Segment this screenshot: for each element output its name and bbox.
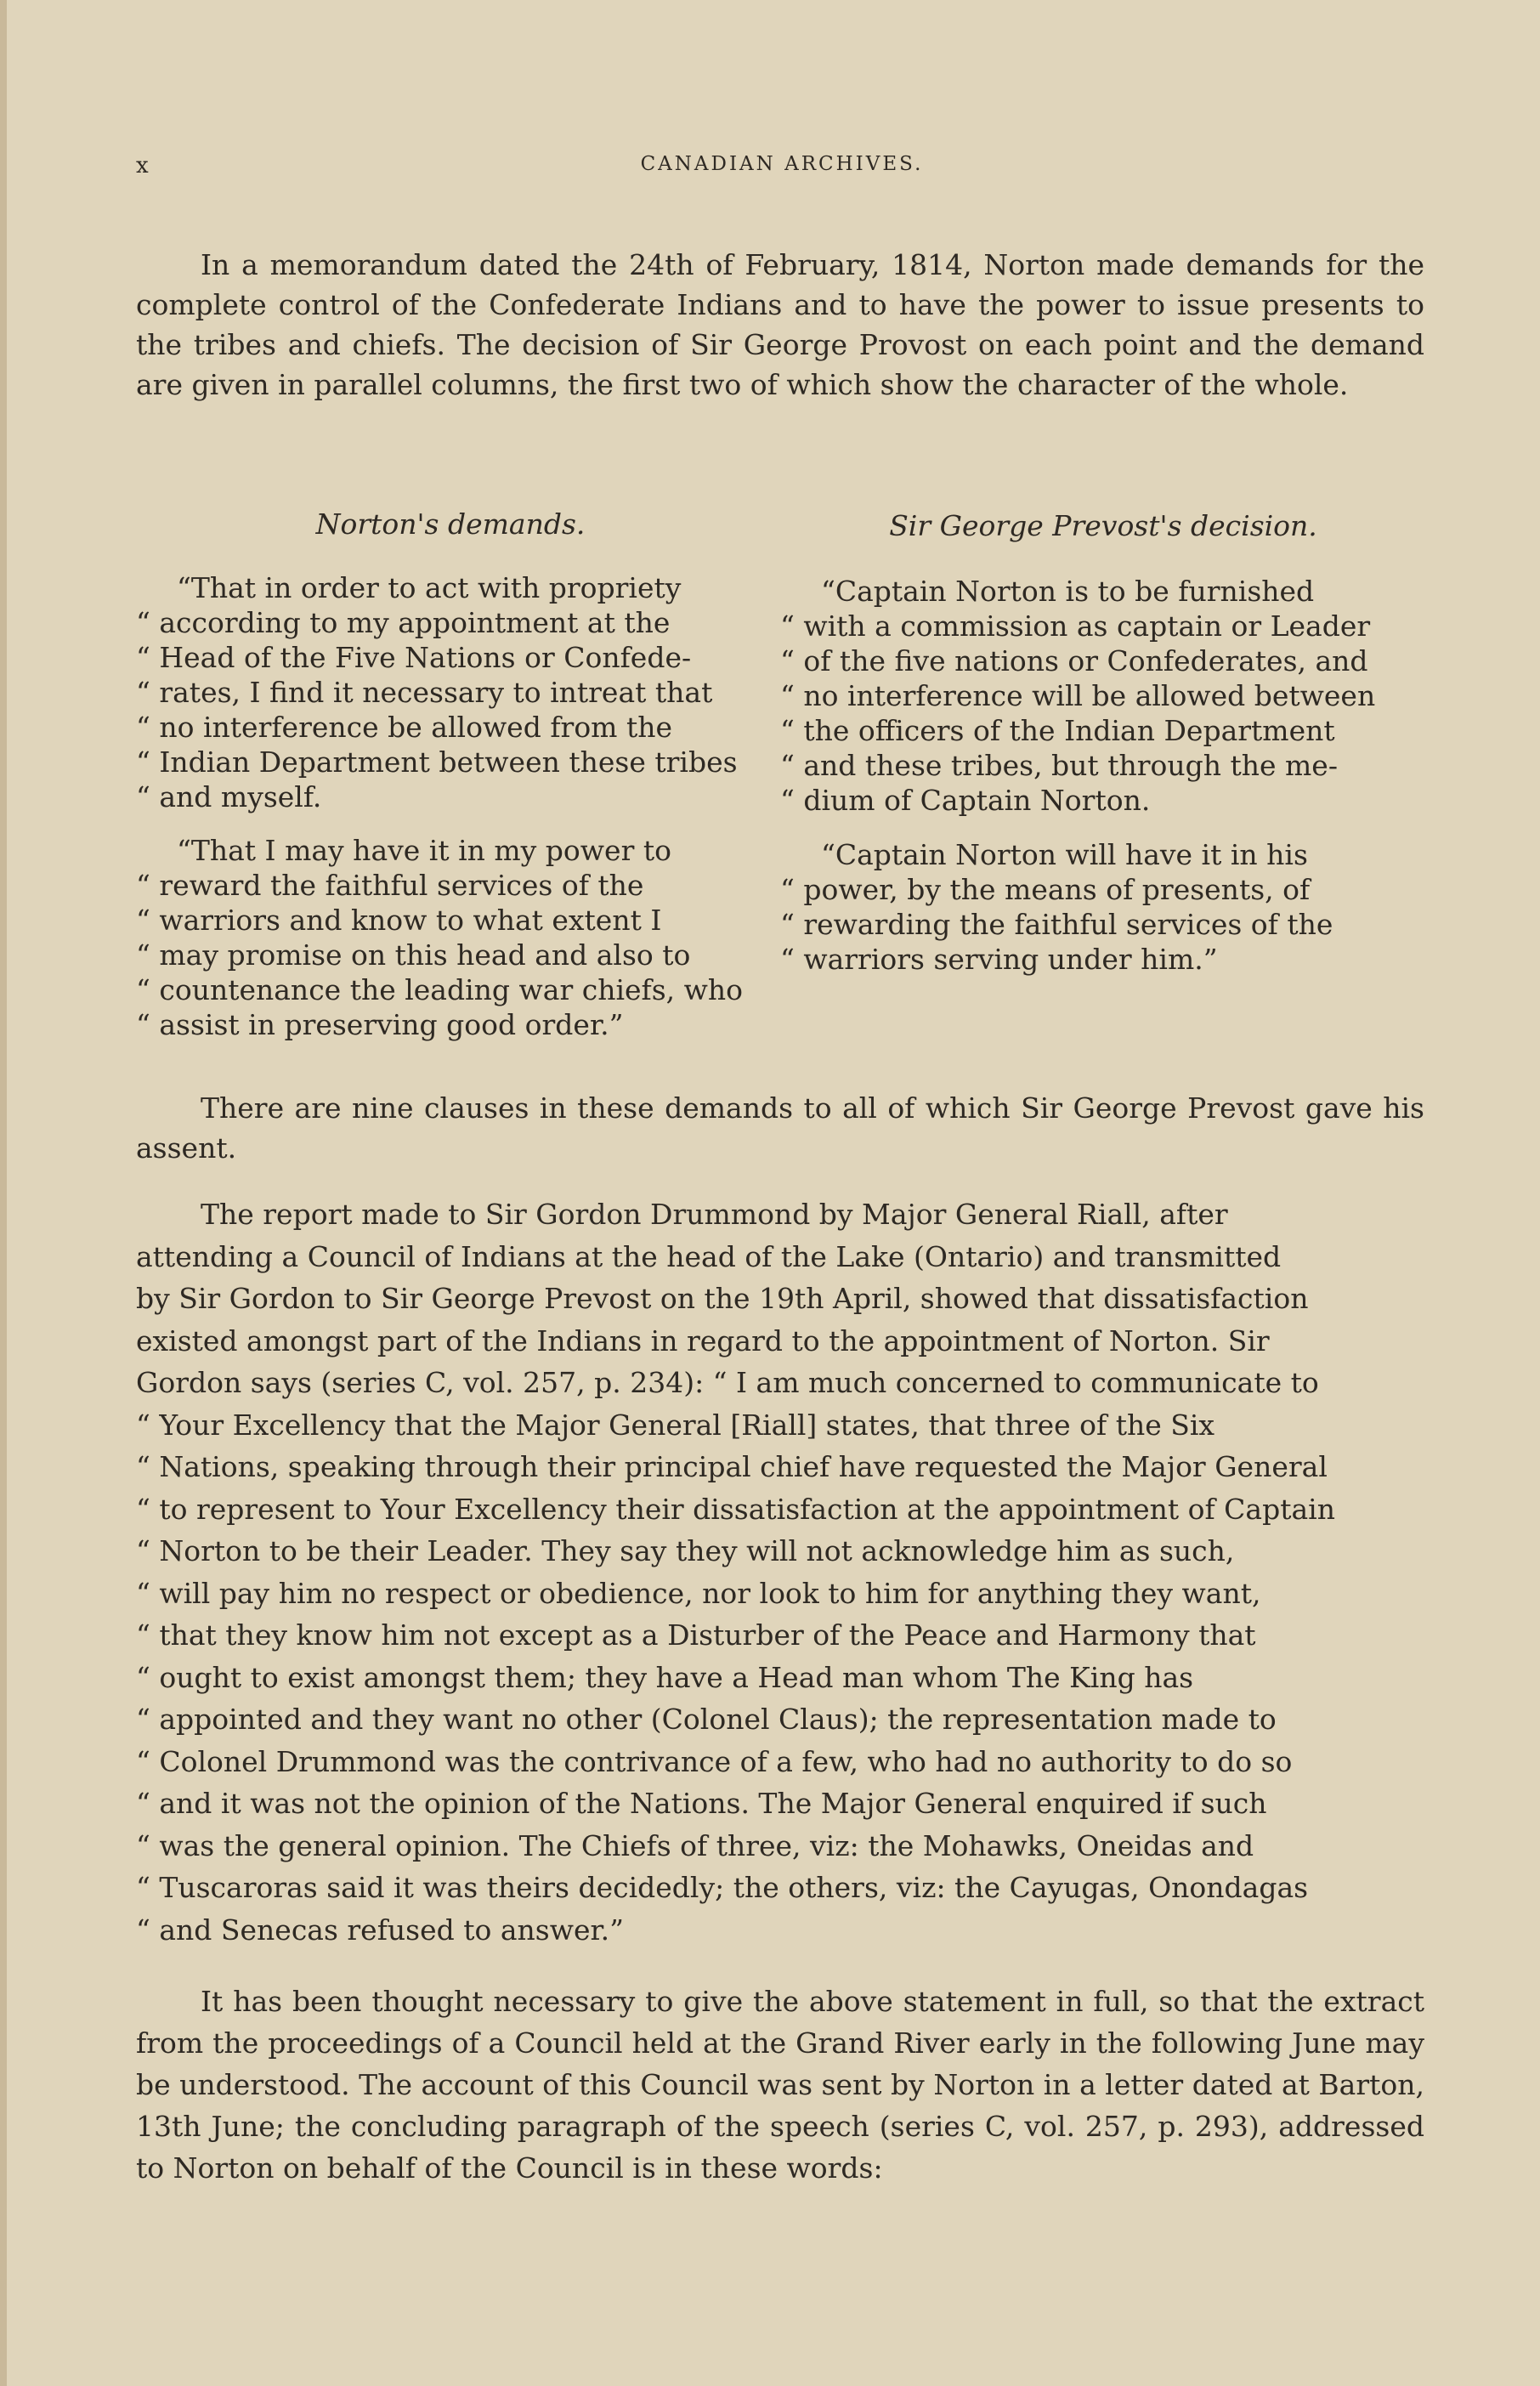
- right-line: “ of the five nations or Confederates, and: [780, 644, 1368, 677]
- right-line: “ with a commission as captain or Leader: [780, 609, 1371, 643]
- report-line: “ was the general opinion. The Chiefs of three, viz: the Mohawks, Oneidas and: [136, 1828, 1254, 1862]
- report-line: “ that they know him not except as a Disturber of the Peace and Harmony that: [136, 1618, 1256, 1652]
- report-line: “ and it was not the opinion of the Nations. The Major General enquired if such: [136, 1787, 1267, 1820]
- report-line: “ Colonel Drummond was the contrivance of a few, who had no authority to do so: [136, 1744, 1293, 1778]
- right-line: “ power, by the means of presents, of: [780, 873, 1311, 906]
- report-line: attending a Council of Indians at the head of the Lake (Ontario) and transmitted: [136, 1239, 1282, 1273]
- report-line: existed amongst part of the Indians in regard to the appointment of Norton. Sir: [136, 1323, 1270, 1357]
- running-head: [136, 153, 1428, 190]
- left-line: “ countenance the leading war chiefs, who: [136, 973, 744, 1006]
- report-line: “ ought to exist amongst them; they have a Head man whom The King has: [136, 1660, 1194, 1694]
- left-line: “ rates, I find it necessary to intreat that: [136, 676, 713, 709]
- report-line: “ Norton to be their Leader. They say they will not acknowledge him as such,: [136, 1534, 1235, 1567]
- report-line: by Sir Gordon to Sir George Prevost on the 19th April, showed that dissatisfaction: [136, 1282, 1309, 1315]
- right-line: “ rewarding the faithful services of the: [780, 908, 1333, 941]
- left-line: “ according to my appointment at the: [136, 606, 671, 639]
- right-line: “Captain Norton is to be furnished: [821, 575, 1315, 608]
- left-line: “ and myself.: [136, 780, 322, 813]
- left-line: “ no interference be allowed from the: [136, 711, 673, 744]
- right-line: “Captain Norton will have it in his: [821, 838, 1308, 871]
- right-column-block-2: [780, 837, 1424, 977]
- paragraph-intro: In a memorandum dated the 24th of February, 1814, Norton made demands for the complete control of the Confederate Indians and to have the power to issue presents to the tribes and chiefs. The decision of Sir George Provost on each point and the demand are given in parallel columns, the first two of which show the character of the whole.: [136, 248, 1424, 401]
- left-column-block-1: [136, 570, 765, 814]
- right-line: “ warriors serving under him.”: [780, 943, 1218, 976]
- right-line: “ and these tribes, but through the me-: [780, 749, 1338, 782]
- left-column-block-2: [136, 833, 765, 1042]
- report-line: “ and Senecas refused to answer.”: [136, 1913, 625, 1947]
- left-line: “ reward the faithful services of the: [136, 869, 644, 902]
- report-line: The report made to Sir Gordon Drummond by Major General Riall, after: [201, 1198, 1228, 1231]
- page-number: x: [136, 153, 150, 179]
- report-line: “ appointed and they want no other (Colonel Claus); the representation made to: [136, 1703, 1277, 1736]
- right-column-heading: Sir George Prevost's decision.: [889, 509, 1317, 542]
- report-line: “ Nations, speaking through their principal chief have requested the Major General: [136, 1450, 1328, 1483]
- report-line: “ will pay him no respect or obedience, nor look to him for anything they want,: [136, 1576, 1261, 1610]
- paragraph-council: It has been thought necessary to give the above statement in full, so that the extract from the proceedings of a Council held at the Grand River early in the following June may be understood. The account of this Council was sent by Norton in a letter dated at Barton, 13th June; the concluding paragraph of the speech (series C, vol. 257, p. 293), addressed to Norton on behalf of the Council is in these words:: [136, 1985, 1424, 2185]
- left-line: “ Head of the Five Nations or Confede-: [136, 641, 692, 674]
- report-line: Gordon says (series C, vol. 257, p. 234): “ I am much concerned to communicate to: [136, 1366, 1319, 1399]
- paragraph-report: [136, 1193, 1428, 1951]
- left-line: “ may promise on this head and also to: [136, 938, 691, 972]
- left-column-heading: Norton's demands.: [315, 507, 586, 541]
- left-line: “That I may have it in my power to: [177, 834, 671, 867]
- left-line: “ Indian Department between these tribes: [136, 745, 738, 779]
- left-line: “That in order to act with propriety: [177, 571, 682, 604]
- left-line: “ assist in preserving good order.”: [136, 1008, 624, 1041]
- page-edge: [0, 0, 7, 2386]
- right-column-block-1: [780, 574, 1424, 818]
- right-line: “ dium of Captain Norton.: [780, 784, 1151, 817]
- report-line: “ Tuscaroras said it was theirs decidedly; the others, viz: the Cayugas, Onondagas: [136, 1871, 1309, 1904]
- running-title: CANADIAN ARCHIVES.: [640, 153, 924, 175]
- paragraph-assent: There are nine clauses in these demands to all of which Sir George Prevost gave his assent.: [136, 1091, 1424, 1165]
- right-line: “ no interference will be allowed between: [780, 679, 1376, 712]
- report-line: “ Your Excellency that the Major General [Riall] states, that three of the Six: [136, 1408, 1215, 1442]
- report-line: “ to represent to Your Excellency their dissatisfaction at the appointment of Captain: [136, 1492, 1335, 1526]
- left-line: “ warriors and know to what extent I: [136, 904, 662, 937]
- right-line: “ the officers of the Indian Department: [780, 714, 1335, 747]
